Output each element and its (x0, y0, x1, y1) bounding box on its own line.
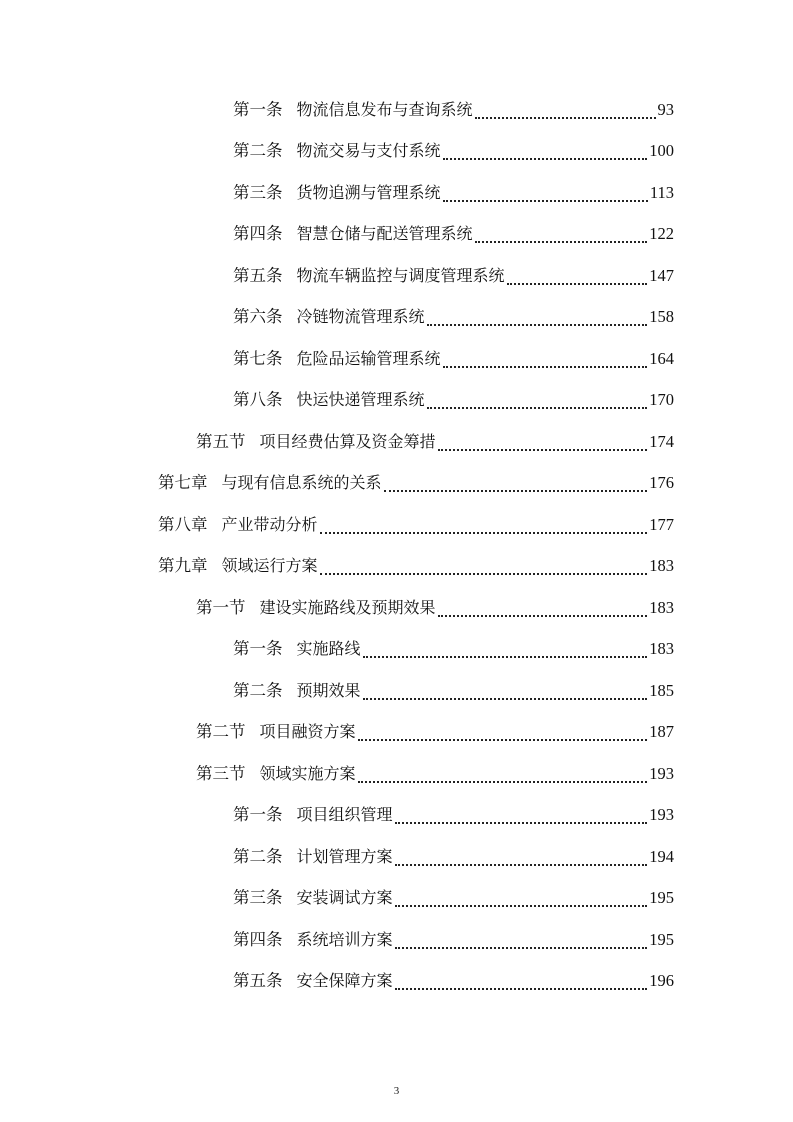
toc-entry-page: 122 (649, 224, 674, 243)
dot-leader (395, 863, 648, 866)
toc-entry-title: 系统培训方案 (296, 929, 393, 949)
toc-entry[interactable] (196, 753, 674, 795)
toc-entry-title: 安装调试方案 (296, 888, 393, 908)
toc-entry-page: 194 (649, 846, 674, 866)
dot-leader (320, 572, 648, 575)
toc-entry[interactable] (196, 421, 674, 463)
toc-entry[interactable] (233, 961, 674, 1003)
dot-leader (384, 489, 648, 492)
toc-entry[interactable] (233, 919, 674, 961)
toc-entry-page: 100 (649, 141, 674, 160)
toc-entry-page: 187 (649, 722, 674, 741)
toc-entry[interactable] (233, 795, 674, 837)
page-number: 3 (393, 1085, 400, 1097)
toc-entry-number: 第九章 (158, 556, 208, 575)
toc-entry-title: 安全保障方案 (296, 971, 393, 991)
toc-entry-number: 第五节 (196, 431, 246, 451)
toc-entry[interactable] (196, 712, 674, 754)
toc-entry-page: 183 (649, 556, 674, 575)
toc-entry-number: 第四条 (233, 929, 283, 949)
toc-entry-number: 第一条 (233, 805, 283, 824)
toc-entry-number: 第三条 (233, 888, 283, 907)
dot-leader (427, 406, 648, 409)
toc-entry-page: 195 (649, 888, 674, 907)
toc-entry-title: 建设实施路线及预期效果 (259, 597, 436, 617)
toc-entry-page: 183 (649, 597, 674, 617)
toc-entry-page: 177 (649, 514, 674, 534)
toc-entry-number: 第二节 (196, 722, 246, 741)
toc-entry-title: 冷链物流管理系统 (296, 307, 425, 327)
dot-leader (507, 282, 648, 285)
toc-entry-number: 第一节 (196, 597, 246, 617)
dot-leader (475, 240, 648, 243)
dot-leader (443, 199, 648, 202)
toc-entry-title: 物流交易与支付系统 (296, 141, 441, 161)
toc-entry-page: 113 (649, 182, 674, 202)
dot-leader (443, 365, 648, 368)
toc-entry-page: 196 (649, 971, 674, 990)
toc-entry-number: 第一条 (233, 639, 283, 658)
toc-entry-page: 193 (649, 763, 674, 783)
toc-entry-title: 项目融资方案 (259, 722, 356, 742)
dot-leader (395, 821, 648, 824)
toc-entry-title: 产业带动分析 (221, 514, 318, 534)
toc-entry[interactable] (233, 836, 674, 878)
toc-entry[interactable] (233, 380, 674, 422)
toc-entry-number: 第五条 (233, 265, 283, 285)
table-of-contents (0, 89, 793, 1002)
toc-entry-title: 项目组织管理 (296, 805, 393, 825)
toc-entry-page: 158 (649, 307, 674, 326)
toc-entry[interactable] (233, 338, 674, 380)
toc-entry-page: 93 (657, 99, 674, 119)
toc-entry-page: 195 (649, 929, 674, 949)
toc-entry-title: 计划管理方案 (296, 846, 393, 866)
toc-entry[interactable] (233, 670, 674, 712)
dot-leader (320, 531, 648, 534)
dot-leader (395, 904, 648, 907)
toc-entry[interactable] (158, 463, 674, 505)
toc-entry[interactable] (233, 214, 674, 256)
toc-entry-number: 第六条 (233, 307, 283, 326)
toc-entry-page: 176 (649, 473, 674, 492)
dot-leader (395, 987, 648, 990)
toc-entry-title: 预期效果 (296, 680, 361, 700)
toc-entry-number: 第五条 (233, 971, 283, 990)
dot-leader (475, 116, 656, 119)
toc-entry-title: 与现有信息系统的关系 (221, 473, 382, 493)
toc-entry-number: 第二条 (233, 846, 283, 866)
toc-entry[interactable] (233, 297, 674, 339)
toc-entry-page: 174 (649, 431, 674, 451)
toc-entry-title: 快运快递管理系统 (296, 390, 425, 410)
toc-entry-title: 物流车辆监控与调度管理系统 (296, 265, 505, 285)
toc-entry-page: 164 (649, 348, 674, 368)
toc-entry-number: 第二条 (233, 680, 283, 700)
toc-entry-page: 170 (649, 390, 674, 409)
toc-entry-page: 147 (649, 265, 674, 285)
toc-entry-title: 危险品运输管理系统 (296, 348, 441, 368)
toc-entry[interactable] (158, 504, 674, 546)
toc-entry-number: 第一条 (233, 99, 283, 119)
toc-entry-page: 185 (649, 680, 674, 700)
toc-entry[interactable] (196, 587, 674, 629)
dot-leader (438, 448, 648, 451)
toc-entry[interactable] (233, 89, 674, 131)
dot-leader (395, 946, 648, 949)
toc-entry-title: 物流信息发布与查询系统 (296, 99, 473, 119)
dot-leader (427, 323, 648, 326)
toc-entry[interactable] (233, 172, 674, 214)
toc-entry-title: 领域运行方案 (221, 556, 318, 576)
dot-leader (358, 780, 648, 783)
toc-entry-number: 第三节 (196, 763, 246, 783)
toc-entry-number: 第七条 (233, 348, 283, 368)
toc-entry-number: 第七章 (158, 473, 208, 492)
toc-entry-page: 193 (649, 805, 674, 824)
toc-entry-number: 第二条 (233, 141, 283, 160)
toc-entry-title: 领域实施方案 (259, 763, 356, 783)
toc-entry[interactable] (158, 546, 674, 588)
dot-leader (438, 614, 648, 617)
toc-entry-title: 货物追溯与管理系统 (296, 182, 441, 202)
dot-leader (363, 655, 648, 658)
toc-entry-number: 第三条 (233, 182, 283, 202)
toc-entry-number: 第八条 (233, 390, 283, 409)
dot-leader (358, 738, 648, 741)
toc-entry[interactable] (233, 131, 674, 173)
toc-entry-number: 第八章 (158, 514, 208, 534)
toc-entry-page: 183 (649, 639, 674, 658)
toc-entry[interactable] (233, 255, 674, 297)
toc-entry[interactable] (233, 629, 674, 671)
dot-leader (363, 697, 648, 700)
toc-entry-number: 第四条 (233, 224, 283, 243)
dot-leader (443, 157, 648, 160)
toc-entry-title: 实施路线 (296, 639, 361, 659)
toc-entry[interactable] (233, 878, 674, 920)
toc-entry-title: 智慧仓储与配送管理系统 (296, 224, 473, 244)
toc-entry-title: 项目经费估算及资金筹措 (259, 431, 436, 451)
